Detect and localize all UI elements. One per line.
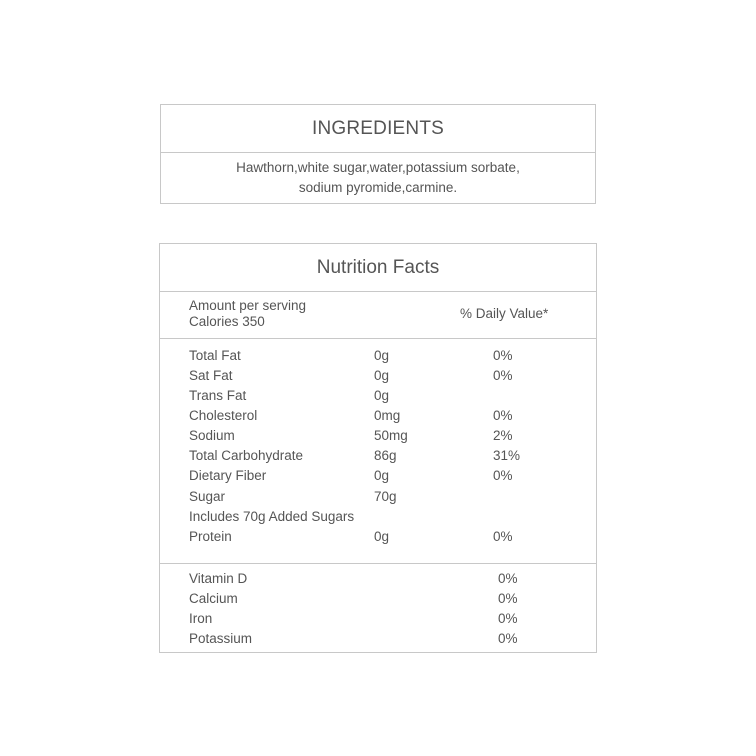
nutrient-daily-value: 2% xyxy=(493,428,513,443)
nutrients-table xyxy=(160,339,596,564)
nutrient-amount: 0g xyxy=(374,388,390,403)
nutrient-name: Trans Fat xyxy=(189,388,247,403)
daily-value-header: % Daily Value* xyxy=(460,306,549,321)
nutrient-name: Sodium xyxy=(189,428,235,443)
nutrient-daily-value: 0% xyxy=(493,408,513,423)
nutrient-row xyxy=(160,386,596,406)
vitamin-daily-value: 0% xyxy=(498,591,518,606)
vitamin-name: Iron xyxy=(189,611,213,626)
nutrient-daily-value: 0% xyxy=(493,468,513,483)
nutrient-amount: 50mg xyxy=(374,428,408,443)
nutrient-name: Dietary Fiber xyxy=(189,468,267,483)
nutrient-row xyxy=(160,527,596,547)
nutrient-amount: 86g xyxy=(374,448,397,463)
nutrient-name: Total Carbohydrate xyxy=(189,448,304,463)
nutrient-row xyxy=(160,406,596,426)
serving-label: Amount per serving xyxy=(189,298,307,313)
nutrient-amount: 0mg xyxy=(374,408,401,423)
vitamin-row xyxy=(160,629,596,649)
nutrient-row xyxy=(160,466,596,486)
ingredients-line-1: Hawthorn,white sugar,water,potassium sorbate, xyxy=(236,160,520,175)
nutrient-name: Cholesterol xyxy=(189,408,258,423)
vitamin-daily-value: 0% xyxy=(498,631,518,646)
nutrient-amount: 0g xyxy=(374,368,390,383)
vitamin-row xyxy=(160,569,596,589)
nutrition-title: Nutrition Facts xyxy=(160,244,596,292)
vitamin-name: Vitamin D xyxy=(189,571,248,586)
vitamin-row xyxy=(160,589,596,609)
nutrient-row xyxy=(160,507,596,527)
nutrient-daily-value: 0% xyxy=(493,368,513,383)
nutrient-amount: 0g xyxy=(374,529,390,544)
vitamin-row xyxy=(160,609,596,629)
nutrient-name: Includes 70g Added Sugars xyxy=(189,509,355,524)
vitamins-table xyxy=(160,564,596,654)
vitamin-name: Calcium xyxy=(189,591,238,606)
nutrient-name: Sat Fat xyxy=(189,368,233,383)
nutrient-name: Total Fat xyxy=(189,348,241,363)
nutrient-name: Sugar xyxy=(189,489,226,504)
nutrient-row xyxy=(160,366,596,386)
serving-info xyxy=(189,298,306,330)
ingredients-line-2: sodium pyromide,carmine. xyxy=(298,180,458,195)
nutrient-amount: 0g xyxy=(374,348,390,363)
vitamin-name: Potassium xyxy=(189,631,253,646)
nutrient-daily-value: 0% xyxy=(493,348,513,363)
nutrient-amount: 70g xyxy=(374,489,397,504)
nutrient-daily-value: 0% xyxy=(493,529,513,544)
serving-section xyxy=(160,292,596,339)
nutrient-daily-value: 31% xyxy=(493,448,521,463)
vitamin-daily-value: 0% xyxy=(498,571,518,586)
nutrient-row xyxy=(160,487,596,507)
nutrient-row xyxy=(160,426,596,446)
ingredients-text xyxy=(161,153,595,198)
nutrient-row xyxy=(160,346,596,366)
ingredients-title: INGREDIENTS xyxy=(161,105,595,153)
nutrient-row xyxy=(160,446,596,466)
calories-value: Calories 350 xyxy=(189,314,265,329)
nutrient-amount: 0g xyxy=(374,468,390,483)
nutrition-facts-panel xyxy=(159,243,597,653)
ingredients-panel xyxy=(160,104,596,204)
vitamin-daily-value: 0% xyxy=(498,611,518,626)
nutrient-name: Protein xyxy=(189,529,232,544)
